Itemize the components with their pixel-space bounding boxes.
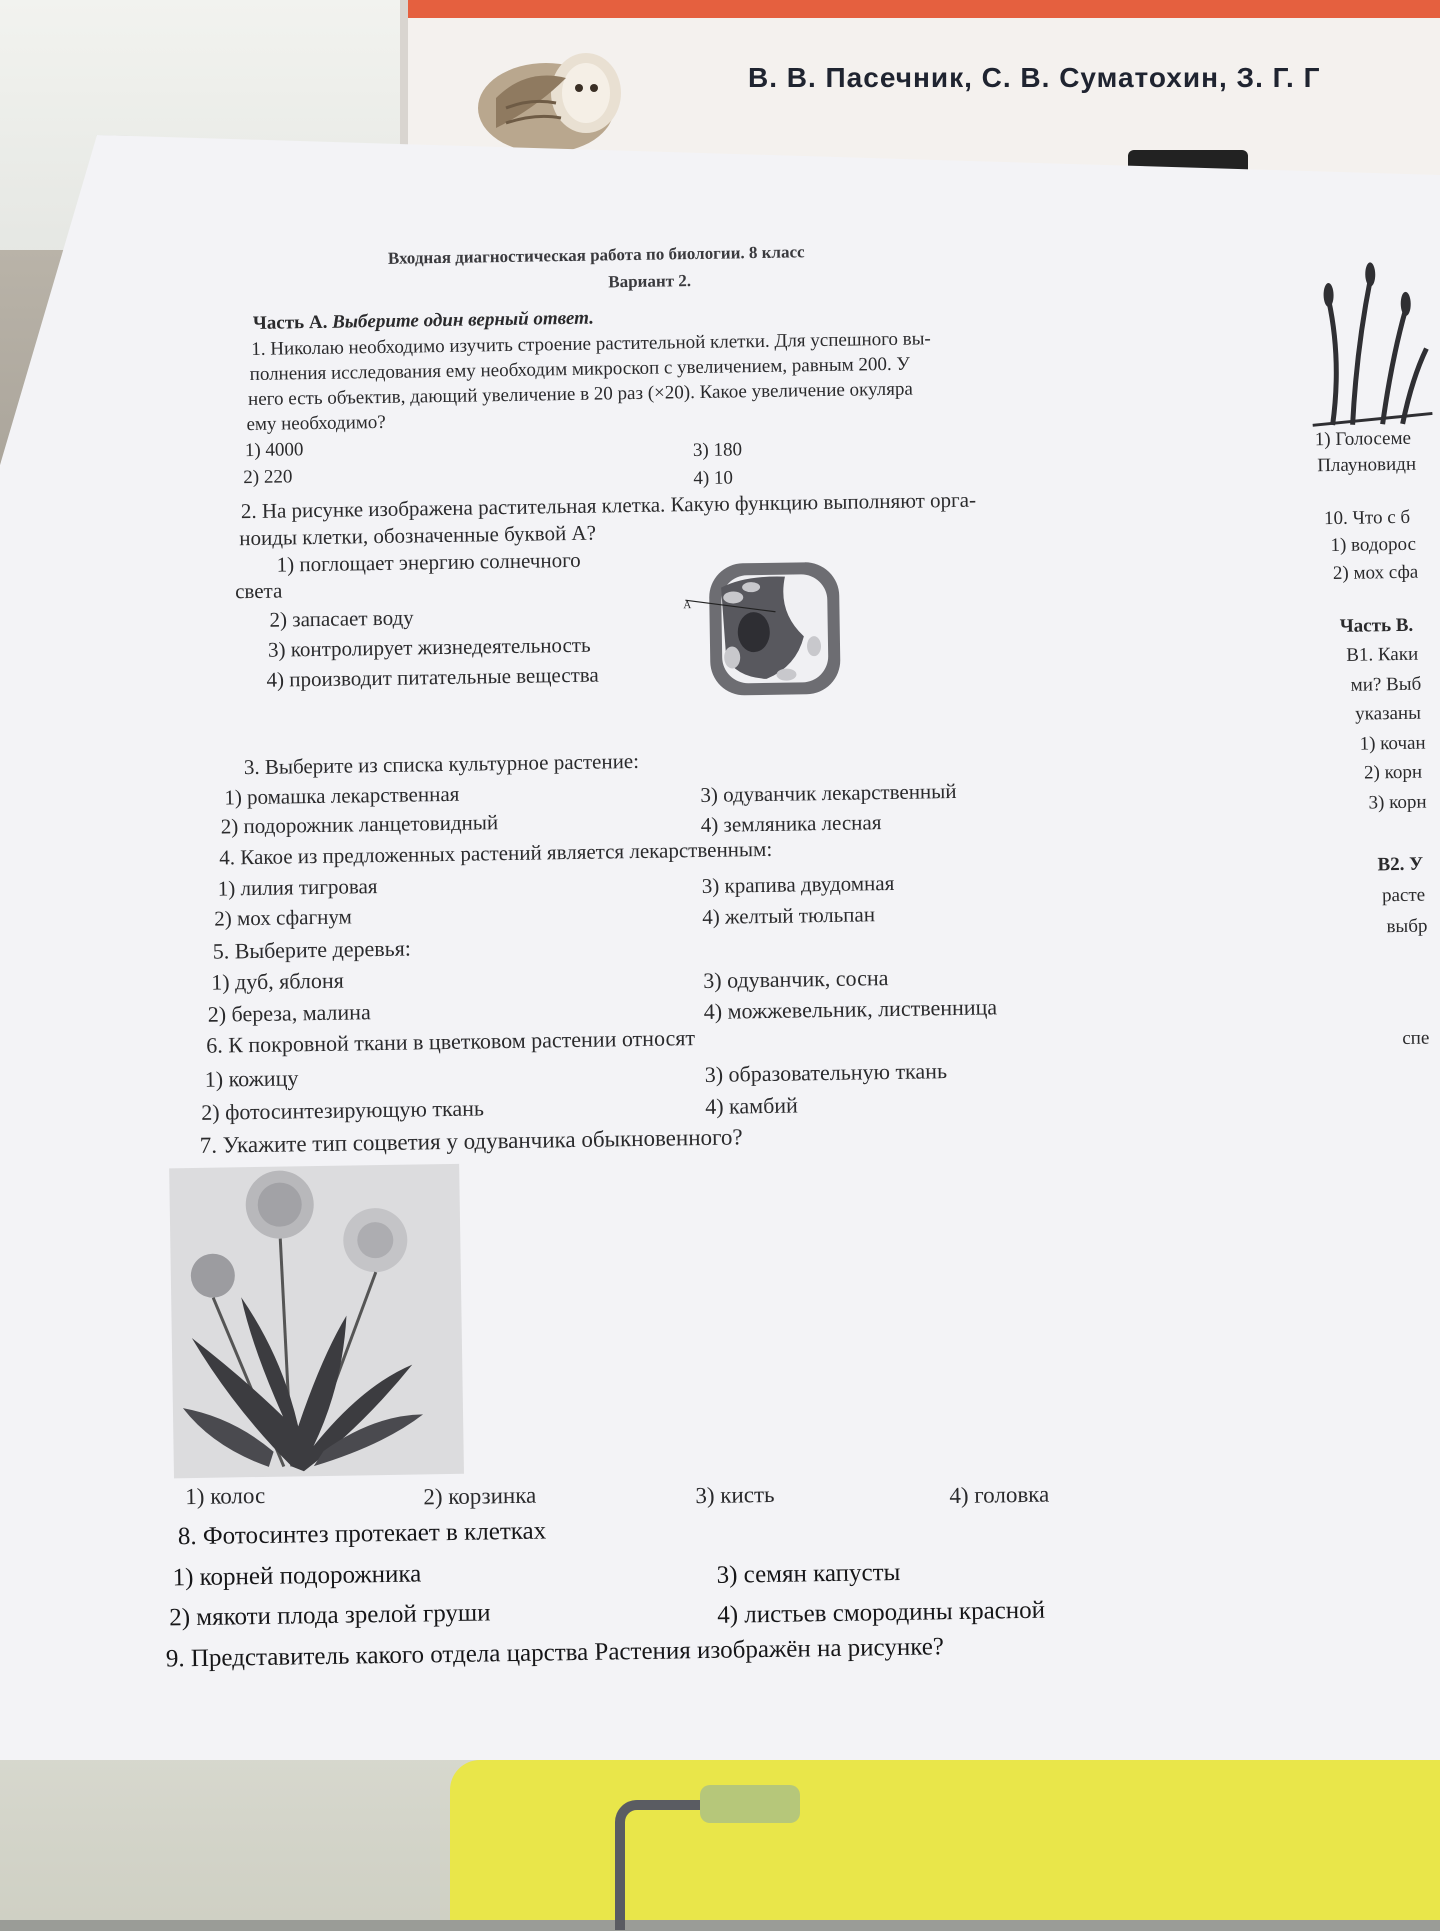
right-column-line: 2) корн [1363,761,1423,784]
question-1-option: 1) 4000 [244,439,304,462]
right-column-line: выбр [1386,915,1428,938]
right-column-line: ми? Выб [1350,673,1422,696]
question-6-option: 4) камбий [705,1092,799,1119]
question-2-option: 3) контролирует жизнедеятельность [267,632,591,662]
question-7-option: 3) кисть [695,1481,775,1509]
question-1-line: полнения исследования ему необходим микроскоп с увеличением, равным 200. У [249,353,911,386]
question-2-option: 4) производит питательные вещества [266,662,599,692]
part-a-label: Часть А. [252,311,328,334]
question-8-option: 2) мякоти плода зрелой груши [168,1599,491,1632]
question-8-option: 1) корней подорожника [172,1560,422,1592]
right-column-line: 1) Голосеме [1314,427,1412,451]
question-2-line: ноиды клетки, обозначенные буквой А? [239,520,597,551]
question-7-line: 7. Укажите тип соцветия у одуванчика обыкновенного? [199,1124,743,1158]
worksheet-title: Входная диагностическая работа по биологии. 8 класс [387,242,805,268]
question-1-option: 4) 10 [693,467,734,490]
question-5-option: 1) дуб, яблоня [211,967,344,995]
right-column-line: В1. Каки [1346,643,1419,666]
question-8-option: 4) листьев смородины красной [717,1596,1046,1629]
question-4-option: 2) мох сфагнум [214,904,353,931]
right-column-line: Часть В. [1339,614,1414,637]
right-column-line: В2. У [1377,853,1424,876]
question-5-option: 3) одуванчик, сосна [703,965,889,993]
question-4-option: 3) крапива двудомная [701,870,895,898]
question-7-option: 4) головка [949,1481,1050,1509]
question-9-line: 9. Представитель какого отдела царства Растения изображён на рисунке? [165,1633,945,1673]
right-column-line: 10. Что с б [1323,506,1411,530]
right-column-line: 2) мох сфа [1332,561,1419,585]
question-2-line: 2. На рисунке изображена растительная клетка. Какую функцию выполняют орга- [240,487,977,524]
question-6-option: 1) кожицу [204,1065,299,1092]
question-5-option: 2) береза, малина [207,999,371,1027]
dandelion-illustration [169,1164,464,1479]
question-4-line: 4. Какое из предложенных растений является лекарственным: [219,836,773,870]
part-a-heading [253,309,594,333]
question-3-line: 3. Выберите из списка культурное растение: [243,748,640,780]
question-4-option: 4) желтый тюльпан [702,902,876,929]
cell-figure-label: А [683,599,692,612]
moss-figure [1310,238,1433,430]
right-column-line: 1) водорос [1330,533,1417,557]
question-1-line: него есть объектив, дающий увеличение в 20 раз (×20). Какое увеличение окуляра [247,378,914,411]
question-3-option: 4) земляника лесная [700,810,882,837]
question-6-option: 2) фотосинтезирующую ткань [201,1095,485,1125]
right-column-line: указаны [1354,702,1422,725]
plant-cell-figure [685,556,857,704]
question-1-option: 3) 180 [692,439,743,462]
right-column-line: Плауновидн [1317,453,1417,477]
right-column-line: 3) корн [1368,791,1427,814]
part-a-instruction: Выберите один верный ответ. [331,307,595,333]
question-2-option: света [234,578,283,604]
right-column-line: расте [1381,884,1426,907]
question-2-option: 2) запасает воду [269,605,414,632]
question-3-option: 2) подорожник ланцетовидный [220,810,499,839]
question-5-option: 4) можжевельник, лиственница [703,994,998,1024]
question-3-option: 3) одуванчик лекарственный [700,778,957,807]
question-1-line: 1. Николаю необходимо изучить строение растительной клетки. Для успешного вы- [251,328,931,360]
question-8-line: 8. Фотосинтез протекает в клетках [177,1517,547,1551]
question-6-option: 3) образовательную ткань [704,1058,948,1087]
question-1-line: ему необходимо? [246,411,386,436]
question-2-option: 1) поглощает энергию солнечного [276,547,581,577]
question-4-option: 1) лилия тигровая [217,874,378,901]
worksheet-variant: Вариант 2. [608,271,692,292]
question-7-option: 2) корзинка [423,1482,537,1510]
question-8-option: 3) семян капусты [716,1558,901,1589]
question-3-option: 1) ромашка лекарственная [224,781,460,810]
question-7-option: 1) колос [185,1482,266,1510]
right-column-line: 1) кочан [1359,732,1426,755]
question-5-line: 5. Выберите деревья: [212,935,412,964]
dandelion-figure [169,1164,464,1479]
question-1-option: 2) 220 [243,466,293,489]
right-column-line: спе [1402,1027,1430,1049]
question-6-line: 6. К покровной ткани в цветковом растении относят [206,1025,696,1058]
book-authors: В. В. Пасечник, С. В. Суматохин, З. Г. Г [748,62,1321,93]
